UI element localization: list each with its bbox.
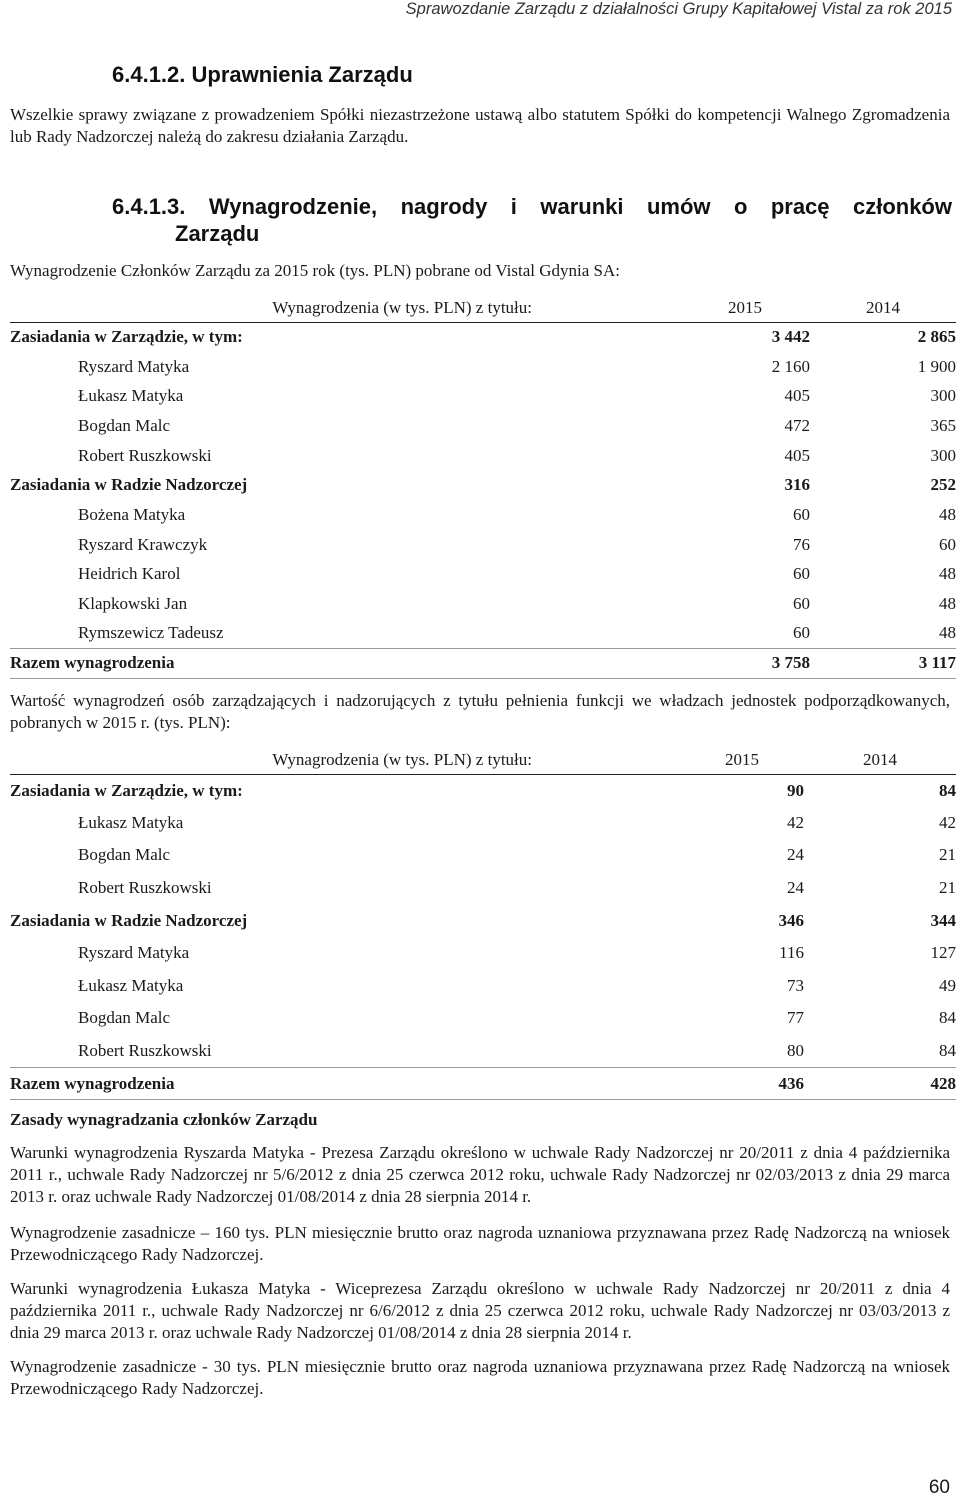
table-header-row [10, 746, 956, 774]
value-2014: 2 865 [917, 327, 956, 347]
value-2014: 84 [939, 1040, 956, 1060]
row-label: Zasiadania w Radzie Nadzorczej [10, 910, 248, 930]
value-2015: 116 [779, 943, 804, 963]
table-row [10, 470, 956, 500]
table-header-row [10, 294, 956, 322]
table-row [10, 352, 956, 382]
header-label: Wynagrodzenia (w tys. PLN) z tytułu: [10, 746, 680, 774]
value-2014: 428 [804, 1067, 956, 1100]
table-row [10, 970, 956, 1003]
table-row [10, 441, 956, 471]
row-label: Ryszard Matyka [78, 943, 190, 963]
page-number: 60 [928, 1477, 950, 1498]
row-label: Łukasz Matyka [78, 812, 184, 832]
value-2014: 60 [939, 534, 956, 554]
value-2015: 60 [793, 623, 810, 643]
value-2014: 252 [930, 475, 956, 495]
value-2014: 48 [939, 594, 956, 614]
value-2015: 60 [793, 594, 810, 614]
value-2015: 73 [787, 975, 804, 995]
value-2015: 3 442 [771, 327, 810, 347]
row-label: Zasiadania w Radzie Nadzorczej [10, 475, 248, 495]
value-2015: 3 758 [680, 649, 810, 679]
section-title-wynagrodzenie-line2: Zarządu [175, 221, 260, 246]
value-2015: 77 [787, 1008, 804, 1028]
value-2015: 316 [784, 475, 810, 495]
value-2015: 60 [793, 564, 810, 584]
value-2015: 90 [787, 780, 804, 800]
value-2015: 80 [787, 1040, 804, 1060]
table-row [10, 1067, 956, 1100]
table-row [10, 904, 956, 937]
table2-intro: Wartość wynagrodzeń osób zarządzających i nadzorujących z tytułu pełnienia funkcji we władzach jednostek podporządkowanych, pobranych w 2015 r. (tys. PLN): [10, 691, 950, 732]
table-row [10, 649, 956, 679]
table-row [10, 1002, 956, 1035]
table-row [10, 411, 956, 441]
value-2014: 3 117 [810, 649, 956, 679]
table1-intro: Wynagrodzenie Członków Zarządu za 2015 rok (tys. PLN) pobrane od Vistal Gdynia SA: [10, 261, 620, 280]
row-label: Łukasz Matyka [78, 975, 184, 995]
table-row [10, 1035, 956, 1068]
value-2014: 84 [939, 1008, 956, 1028]
table-row [10, 839, 956, 872]
value-2015: 24 [787, 878, 804, 898]
row-label: Robert Ruszkowski [78, 878, 212, 898]
header-2015: 2015 [680, 294, 810, 322]
table-row [10, 807, 956, 840]
row-label: Robert Ruszkowski [78, 445, 212, 465]
table-row [10, 560, 956, 590]
table-row [10, 381, 956, 411]
value-2014: 48 [939, 504, 956, 524]
value-2014: 21 [939, 845, 956, 865]
value-2015: 42 [787, 812, 804, 832]
table-row [10, 937, 956, 970]
remuneration-table-2 [10, 746, 956, 1100]
row-label: Klapkowski Jan [78, 594, 188, 614]
row-label: Razem wynagrodzenia [10, 1067, 680, 1100]
value-2014: 127 [930, 943, 956, 963]
row-label: Bogdan Malc [78, 845, 171, 865]
header-label: Wynagrodzenia (w tys. PLN) z tytułu: [10, 294, 680, 322]
value-2014: 48 [939, 623, 956, 643]
row-label: Rymszewicz Tadeusz [78, 623, 224, 643]
value-2015: 405 [784, 445, 810, 465]
row-label: Robert Ruszkowski [78, 1040, 212, 1060]
value-2014: 42 [939, 812, 956, 832]
row-label: Zasiadania w Zarządzie, w tym: [10, 780, 243, 800]
row-label: Łukasz Matyka [78, 386, 184, 406]
table-row [10, 589, 956, 619]
value-2014: 84 [939, 780, 956, 800]
row-label: Bogdan Malc [78, 1008, 171, 1028]
value-2014: 49 [939, 975, 956, 995]
value-2014: 365 [930, 415, 956, 435]
table-row [10, 530, 956, 560]
table-row [10, 774, 956, 807]
value-2014: 21 [939, 878, 956, 898]
running-header: Sprawozdanie Zarządu z działalności Grupy Kapitałowej Vistal za rok 2015 [405, 0, 952, 18]
value-2014: 1 900 [917, 356, 956, 376]
value-2015: 436 [680, 1067, 804, 1100]
table-row [10, 872, 956, 905]
value-2015: 472 [784, 415, 810, 435]
row-label: Ryszard Krawczyk [78, 534, 208, 554]
value-2015: 60 [793, 504, 810, 524]
row-label: Bożena Matyka [78, 504, 186, 524]
section-title-uprawnienia: 6.4.1.2. Uprawnienia Zarządu [112, 62, 413, 87]
row-label: Heidrich Karol [78, 564, 181, 584]
value-2015: 76 [793, 534, 810, 554]
row-label: Razem wynagrodzenia [10, 649, 680, 679]
header-2015: 2015 [680, 746, 804, 774]
table-row [10, 619, 956, 649]
rules-paragraph-2: Wynagrodzenie zasadnicze – 160 tys. PLN miesięcznie brutto oraz nagroda uznaniowa przyznawana przez Radę Nadzorczą na wniosek Przewodniczącego Rady Nadzorczej. [10, 1223, 950, 1264]
header-2014: 2014 [804, 746, 956, 774]
value-2015: 346 [778, 910, 804, 930]
row-label: Bogdan Malc [78, 415, 171, 435]
section-title-wynagrodzenie: 6.4.1.3. Wynagrodzenie, nagrody i warunki umów o pracę członków [112, 194, 952, 219]
table-row [10, 500, 956, 530]
header-2014: 2014 [810, 294, 956, 322]
value-2015: 24 [787, 845, 804, 865]
rules-paragraph-1: Warunki wynagrodzenia Ryszarda Matyka - Prezesa Zarządu określono w uchwale Rady Nadzorczej nr 20/2011 z dnia 4 października 2011 r., uchwale Rady Nadzorczej nr 5/6/2012 z dnia 25 czerwca 2012 roku, uchwale Rady Nadzorczej nr 02/03/2013 z dnia 29 marca 2013 r. oraz uchwale Rady Nadzorczej 01/08/2014 z dnia 28 sierpnia 2014 r. [10, 1143, 950, 1206]
value-2014: 300 [930, 445, 956, 465]
value-2014: 48 [939, 564, 956, 584]
rules-paragraph-4: Wynagrodzenie zasadnicze - 30 tys. PLN miesięcznie brutto oraz nagroda uznaniowa przyznawana przez Radę Nadzorczą na wniosek Przewodniczącego Rady Nadzorczej. [10, 1357, 950, 1398]
row-label: Ryszard Matyka [78, 356, 190, 376]
value-2014: 300 [930, 386, 956, 406]
value-2015: 2 160 [771, 356, 810, 376]
remuneration-table-1 [10, 294, 956, 679]
rules-paragraph-3: Warunki wynagrodzenia Łukasza Matyka - Wiceprezesa Zarządu określono w uchwale Rady Nadzorczej nr 20/2011 z dnia 4 października 2011 r., uchwale Rady Nadzorczej nr 6/6/2012 z dnia 25 czerwca 2012 roku, uchwale Rady Nadzorczej nr 03/03/2013 z dnia 29 marca 2013 r. oraz uchwale Rady Nadzorczej 01/08/2014 z dnia 28 sierpnia 2014 r. [10, 1279, 950, 1342]
table-row [10, 322, 956, 352]
value-2014: 344 [930, 910, 956, 930]
section-body-uprawnienia: Wszelkie sprawy związane z prowadzeniem Spółki niezastrzeżone ustawą albo statutem Spółki do kompetencji Walnego Zgromadzenia lub Rady Nadzorczej należą do zakresu działania Zarządu. [10, 105, 950, 146]
row-label: Zasiadania w Zarządzie, w tym: [10, 327, 243, 347]
rules-heading: Zasady wynagradzania członków Zarządu [10, 1110, 318, 1129]
value-2015: 405 [784, 386, 810, 406]
